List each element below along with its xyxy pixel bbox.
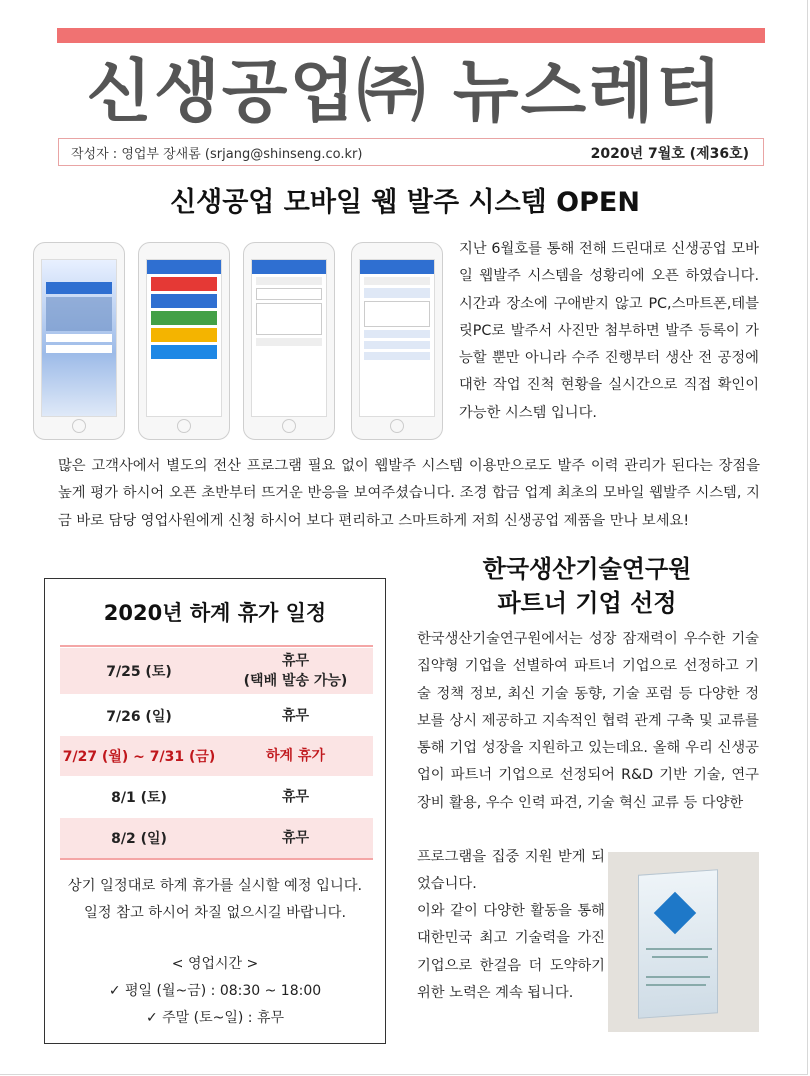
- top-accent-bar: [57, 28, 765, 43]
- row-status: 휴무 (택배 발송 가능): [243, 653, 348, 689]
- vacation-note-2: 일정 참고 하시어 차질 없으시길 바랍니다.: [83, 905, 347, 921]
- row-date: 7/25 (토): [106, 664, 172, 680]
- table-row: [60, 696, 373, 736]
- article2-headline: [412, 552, 762, 620]
- row-date: 7/27 (월) ~ 7/31 (금): [62, 749, 216, 765]
- article2-headline-line-2: 파트너 기업 선정: [497, 589, 677, 617]
- issue-number: 2020년 7월호 (제36호): [590, 146, 749, 162]
- masthead-title: 신생공업㈜ 뉴스레터: [86, 53, 724, 132]
- article2-paragraph-3: 이와 같이 다양한 활동을 통해 대한민국 최고 기술력을 가진 기업으로 한걸음 더 도약하기 위한 노력은 계속 됩니다.: [417, 903, 605, 1001]
- phone-screenshot-status: [351, 242, 443, 440]
- article2-paragraph-2: 프로그램을 집중 지원 받게 되었습니다.: [417, 849, 605, 893]
- author-line: 작성자 : 영업부 장새롬 (srjang@shinseng.co.kr): [71, 147, 363, 162]
- vacation-title: 2020년 하계 휴가 일정: [103, 601, 327, 625]
- table-row: [60, 648, 373, 694]
- row-status: 휴무: [281, 789, 310, 805]
- partner-award-plaque-image: [608, 852, 759, 1032]
- phone-screenshot-order-form: [243, 242, 335, 440]
- row-status: 휴무: [281, 708, 310, 724]
- table-divider: [60, 645, 373, 647]
- table-divider: [60, 858, 373, 860]
- mobile-screenshots-image: [33, 242, 445, 442]
- row-status: 휴무: [281, 830, 310, 846]
- table-row: [60, 736, 373, 776]
- phone-screenshot-menu: [138, 242, 230, 440]
- article2-headline-line-1: 한국생산기술연구원: [482, 555, 692, 583]
- weekday-hours: ✓ 평일 (월~금) : 08:30 ~ 18:00: [108, 983, 322, 999]
- article2-paragraph-1: 한국생산기술연구원에서는 성장 잠재력이 우수한 기술 집약형 기업을 선별하여 파트너 기업으로 선정하고 기술 정책 정보, 최신 기술 동향, 기술 포럼 등 다양한 정보를 상시 제공하고 지속적인 협력 관계 구축 및 교류를 통해 기업 성장을 지원하고 있는데요. 올해 우리 신생공업이 파트너 기업으로 선정되어 R&D 기반 기술, 연구 장비 활용, 우수 인력 파견, 기술 혁신 교류 등 다양한: [417, 631, 759, 811]
- row-date: 7/26 (일): [106, 709, 172, 725]
- phone-screenshot-login: [33, 242, 125, 440]
- row-date: 8/1 (토): [111, 790, 167, 806]
- business-hours-title: < 영업시간 >: [171, 956, 259, 972]
- table-row: [60, 777, 373, 817]
- article1-paragraph-1: 지난 6월호를 통해 전해 드린대로 신생공업 모바일 웹발주 시스템을 성황리에 오픈 하였습니다. 시간과 장소에 구애받지 않고 PC,스마트폰,테블릿PC로 발주서 사진만 첨부하면 발주 등록이 가능할 뿐만 아니라 수주 진행부터 생산 전 공정에 대한 작업 진척 현황을 실시간으로 직접 확인이 가능한 시스템 입니다.: [459, 241, 759, 421]
- row-status: 하계 휴가: [266, 748, 325, 764]
- vacation-schedule-box: [44, 578, 386, 1044]
- article1-headline: 신생공업 모바일 웹 발주 시스템 OPEN: [170, 187, 640, 218]
- vacation-note-1: 상기 일정대로 하계 휴가를 실시할 예정 입니다.: [67, 878, 363, 894]
- weekend-hours: ✓ 주말 (토~일) : 휴무: [145, 1010, 285, 1026]
- table-row: [60, 818, 373, 858]
- article1-paragraph-2: 많은 고객사에서 별도의 전산 프로그램 필요 없이 웹발주 시스템 이용만으로도 발주 이력 관리가 된다는 장점을 높게 평가 하시어 오픈 초반부터 뜨거운 반응을 보여주셨습니다. 조경 합금 업계 최초의 모바일 웹발주 시스템, 지금 바로 담당 영업사원에게 신청 하시어 보다 편리하고 스마트하게 저희 신생공업 제품을 만나 보세요!: [58, 458, 760, 529]
- row-date: 8/2 (일): [111, 831, 167, 847]
- byline-box: [58, 138, 764, 166]
